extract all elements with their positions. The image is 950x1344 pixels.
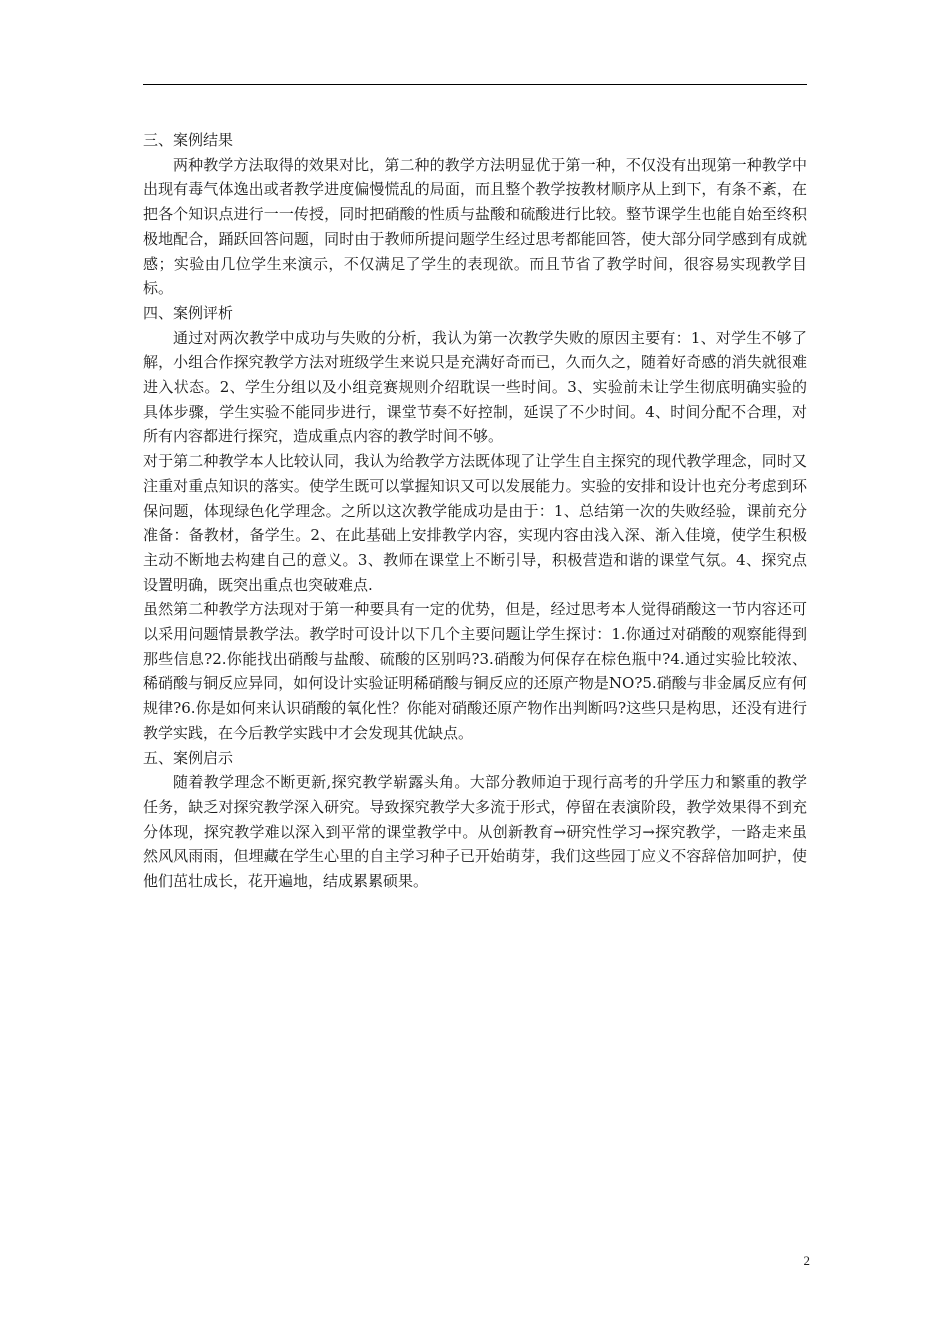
page-number: 2 (803, 1253, 810, 1268)
document-body (143, 128, 807, 894)
paragraph: 两种教学方法取得的效果对比，第二种的教学方法明显优于第一种，不仅没有出现第一种教学中出现有毒气体逸出或者教学进度偏慢慌乱的局面，而且整个教学按教材顺序从上到下，有条不紊，在把各个知识点进行一一传授，同时把硝酸的性质与盐酸和硫酸进行比较。整节课学生也能自始至终积极地配合，踊跃回答问题，同时由于教师所提问题学生经过思考都能回答，使大部分同学感到有成就感；实验由几位学生来演示，不仅满足了学生的表现欲。而且节省了教学时间，很容易实现教学目标。 (143, 155, 807, 298)
header-rule (143, 84, 807, 85)
paragraph: 通过对两次教学中成功与失败的分析，我认为第一次教学失败的原因主要有：1、对学生不够了解，小组合作探究教学方法对班级学生来说只是充满好奇而已，久而久之，随着好奇感的消失就很难进入状态。2、学生分组以及小组竞赛规则介绍耽误一些时间。3、实验前未让学生彻底明确实验的具体步骤，学生实验不能同步进行，课堂节奏不好控制，延误了不少时间。4、时间分配不合理，对所有内容都进行探究，造成重点内容的教学时间不够。 (143, 328, 807, 446)
section-heading: 五、案例启示 (143, 748, 234, 767)
section-case-analysis (143, 301, 807, 746)
section-heading: 三、案例结果 (143, 131, 234, 149)
paragraph: 随着教学理念不断更新,探究教学崭露头角。大部分教师迫于现行高考的升学压力和繁重的教学任务，缺乏对探究教学深入研究。导致探究教学大多流于形式，停留在表演阶段，教学效果得不到充分体现，探究教学难以深入到平常的课堂教学中。从创新教育→研究性学习→探究教学，一路走来虽然风风雨雨，但埋藏在学生心里的自主学习种子已开始萌芽，我们这些园丁应义不容辞倍加呵护，使他们茁壮成长，花开遍地，结成累累硕果。 (143, 773, 807, 891)
section-case-inspiration (143, 746, 807, 894)
section-case-result (143, 128, 807, 301)
paragraph: 虽然第二种教学方法现对于第一种要具有一定的优势，但是，经过思考本人觉得硝酸这一节内容还可以采用问题情景教学法。教学时可设计以下几个主要问题让学生探讨：1.你通过对硝酸的观察能得到那些信息?2.你能找出硝酸与盐酸、硫酸的区别吗?3.硝酸为何保存在棕色瓶中?4.通过实验比较浓、稀硝酸与铜反应异同，如何设计实验证明稀硝酸与铜反应的还原产物是NO?5.硝酸与非金属反应有何规律?6.你是如何来认识硝酸的氧化性？你能对硝酸还原产物作出判断吗?这些只是构思，还没有进行教学实践，在今后教学实践中才会发现其优缺点。 (143, 600, 807, 742)
paragraph: 对于第二种教学本人比较认同，我认为给教学方法既体现了让学生自主探究的现代教学理念，同时又注重对重点知识的落实。使学生既可以掌握知识又可以发展能力。实验的安排和设计也充分考虑到环保问题，体现绿色化学理念。之所以这次教学能成功是由于：1、总结第一次的失败经验，课前充分准备：备教材，备学生。2、在此基础上安排教学内容，实现内容由浅入深、渐入佳境，使学生积极主动不断地去构建自己的意义。3、教师在课堂上不断引导，积极营造和谐的课堂气氛。4、探究点设置明确，既突出重点也突破难点. (143, 452, 807, 594)
section-heading: 四、案例评析 (143, 303, 234, 322)
